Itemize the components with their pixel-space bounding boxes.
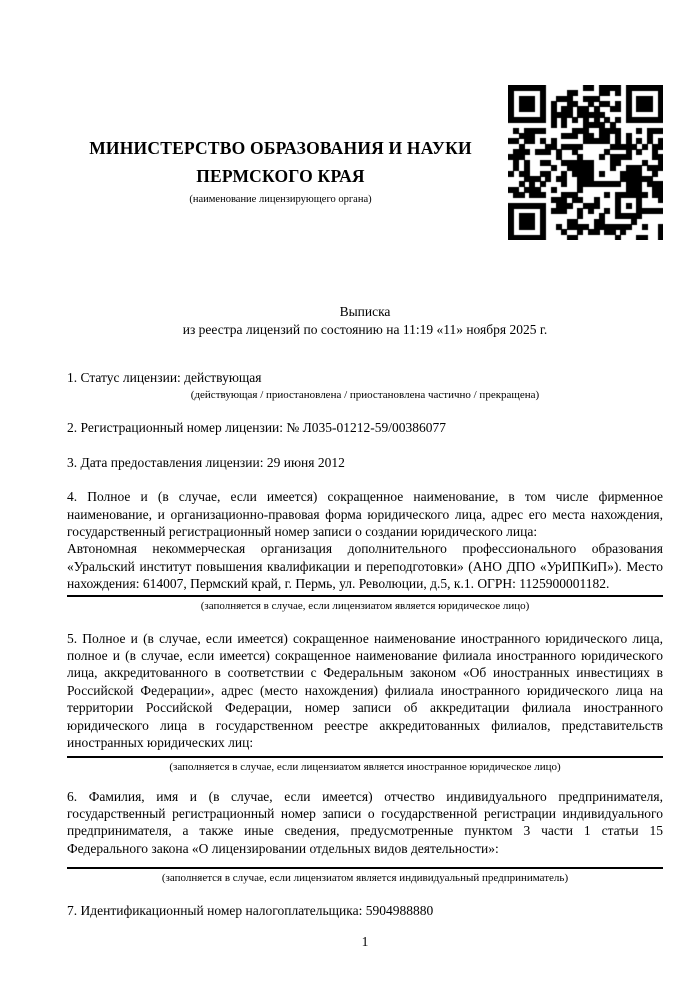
individual-entrepreneur-section-text: 6. Фамилия, имя и (в случае, если имеется) отчество индивидуального предпринимателя, государственный регистрационный номер записи о государственной регистрации индивидуального предпринимателя, а также иные сведения, предусмотренные пунктом 3 части 1 статьи 15 Федерального закона «О лицензировании отдельных видов деятельности»: [67, 788, 663, 856]
legal-entity-value: Автономная некоммерческая организация дополнительного профессионального образования «Уральский институт повышения квалификации и переподготовки» (АНО ДПО «УрИПКиП»). Место нахождения: 614007, Пермский край, г. Пермь, ул. Революции, д.5, к.1. ОГРН: 1125900001182. [67, 541, 663, 592]
license-status: 1. Статус лицензии: действующая [67, 370, 262, 385]
ministry-name [67, 134, 494, 190]
ministry-name-line1: МИНИСТЕРСТВО ОБРАЗОВАНИЯ И НАУКИ [89, 138, 472, 158]
document-title [67, 303, 663, 339]
foreign-entity-section-text: 5. Полное и (в случае, если имеется) сокращенное наименование иностранного юридического лица, полное и (в случае, если имеется) сокращенное наименование филиала иностранного юридического лица, аккредитованного в соответствии с Федеральным законом «Об иностранных инвестициях в Российской Федерации», адрес (место нахождения) филиала иностранного юридического лица на территории Российской Федерации, номер записи об аккредитации филиала иностранного юридического лица в государственном реестре аккредитованных филиалов, представительств иностранных юридических лиц: [67, 630, 663, 751]
ministry-name-line2: ПЕРМСКОГО КРАЯ [196, 166, 365, 186]
license-status-hint: (действующая / приостановлена / приостановлена частично / прекращена) [190, 389, 540, 402]
document-title-line1: Выписка [339, 304, 391, 319]
legal-entity-section-text: 4. Полное и (в случае, если имеется) сокращенное наименование, в том числе фирменное наименование, и организационно-правовая форма юридического лица, адрес его места нахождения, государственный регистрационный номер записи о создании юридического лица: [67, 489, 663, 540]
fill-line-legal-entity [67, 595, 663, 597]
fill-line-foreign-entity [67, 756, 663, 758]
taxpayer-id: 7. Идентификационный номер налогоплательщика: 5904988880 [67, 903, 434, 919]
licensing-authority-hint: (наименование лицензирующего органа) [189, 194, 372, 205]
foreign-entity-caption: (заполняется в случае, если лицензиатом является иностранное юридическое лицо) [169, 760, 561, 773]
legal-entity-caption: (заполняется в случае, если лицензиатом является юридическое лицо) [200, 599, 530, 612]
qr-code [508, 85, 663, 240]
registration-number: 2. Регистрационный номер лицензии: № Л035-01212-59/00386077 [67, 420, 447, 436]
license-grant-date: 3. Дата предоставления лицензии: 29 июня 2012 [67, 454, 345, 470]
document-header [67, 85, 663, 240]
page-number: 1 [361, 933, 369, 949]
document-title-line2: из реестра лицензий по состоянию на 11:19 «11» ноября 2025 г. [182, 322, 548, 337]
individual-entrepreneur-caption: (заполняется в случае, если лицензиатом является индивидуальный предприниматель) [161, 872, 569, 885]
licensing-authority-block [67, 134, 508, 205]
fill-line-individual-entrepreneur [67, 867, 663, 869]
